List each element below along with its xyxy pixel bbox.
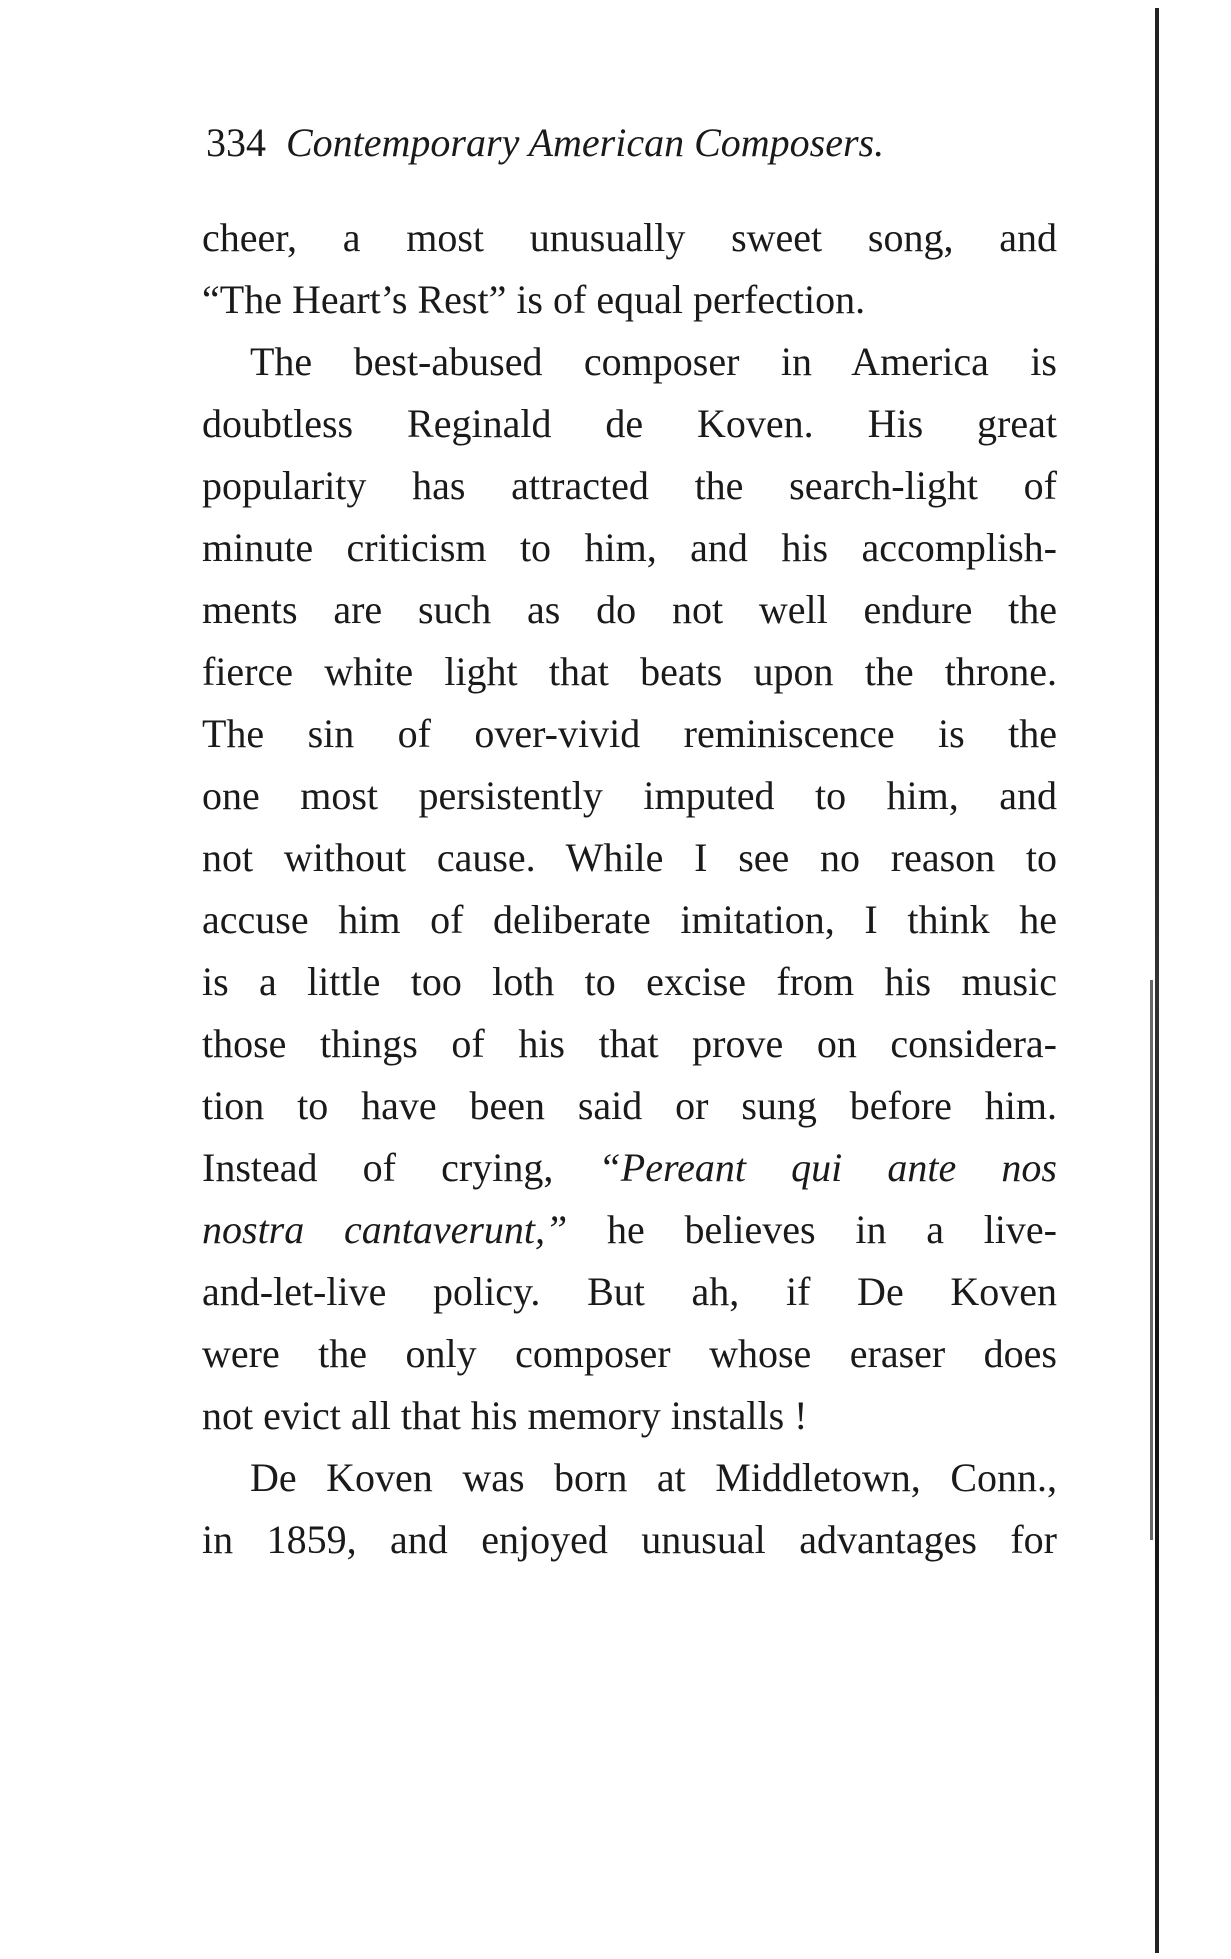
text-line: ments are such as do not well endure the: [202, 587, 1057, 632]
text-line: De Koven was born at Middletown, Conn.,: [250, 1455, 1057, 1500]
text-line: The sin of over-vivid reminiscence is the: [202, 711, 1057, 756]
text-line: one most persistently imputed to him, and: [202, 773, 1057, 818]
text-line: is a little too loth to excise from his music: [202, 959, 1057, 1004]
page-number: 334: [206, 120, 266, 165]
text-line: cheer, a most unusually sweet song, and: [202, 215, 1057, 260]
text-line: and-let-live policy. But ah, if De Koven: [202, 1269, 1057, 1314]
text-line: [202, 1199, 1057, 1261]
text-line: minute criticism to him, and his accomplish-: [202, 525, 1057, 570]
latin-quote: nostra cantaverunt,”: [202, 1207, 568, 1252]
text-line: not without cause. While I see no reason to: [202, 835, 1057, 880]
running-header: [206, 118, 1086, 168]
text-line: [202, 1137, 1057, 1199]
text-run: he believes in a live-: [567, 1207, 1057, 1252]
text-line: those things of his that prove on considera-: [202, 1021, 1057, 1066]
text-line: tion to have been said or sung before him.: [202, 1083, 1057, 1128]
text-line: fierce white light that beats upon the throne.: [202, 649, 1057, 694]
running-title: Contemporary American Composers.: [286, 120, 885, 165]
text-line: were the only composer whose eraser does: [202, 1331, 1057, 1376]
page-edge-line: [1155, 8, 1159, 1953]
text-line: popularity has attracted the search-light of: [202, 463, 1057, 508]
latin-quote: “Pereant qui ante nos: [598, 1145, 1058, 1190]
page-edge-shadow: [1150, 980, 1153, 1540]
body-text: [202, 207, 1057, 1571]
text-line: The best-abused composer in America is: [250, 339, 1057, 384]
text-line: “The Heart’s Rest” is of equal perfection.: [202, 277, 866, 322]
text-line: not evict all that his memory installs !: [202, 1393, 808, 1438]
text-line: accuse him of deliberate imitation, I think he: [202, 897, 1057, 942]
text-line: in 1859, and enjoyed unusual advantages for: [202, 1517, 1057, 1562]
text-line: doubtless Reginald de Koven. His great: [202, 401, 1057, 446]
text-run: Instead of crying,: [202, 1145, 599, 1190]
